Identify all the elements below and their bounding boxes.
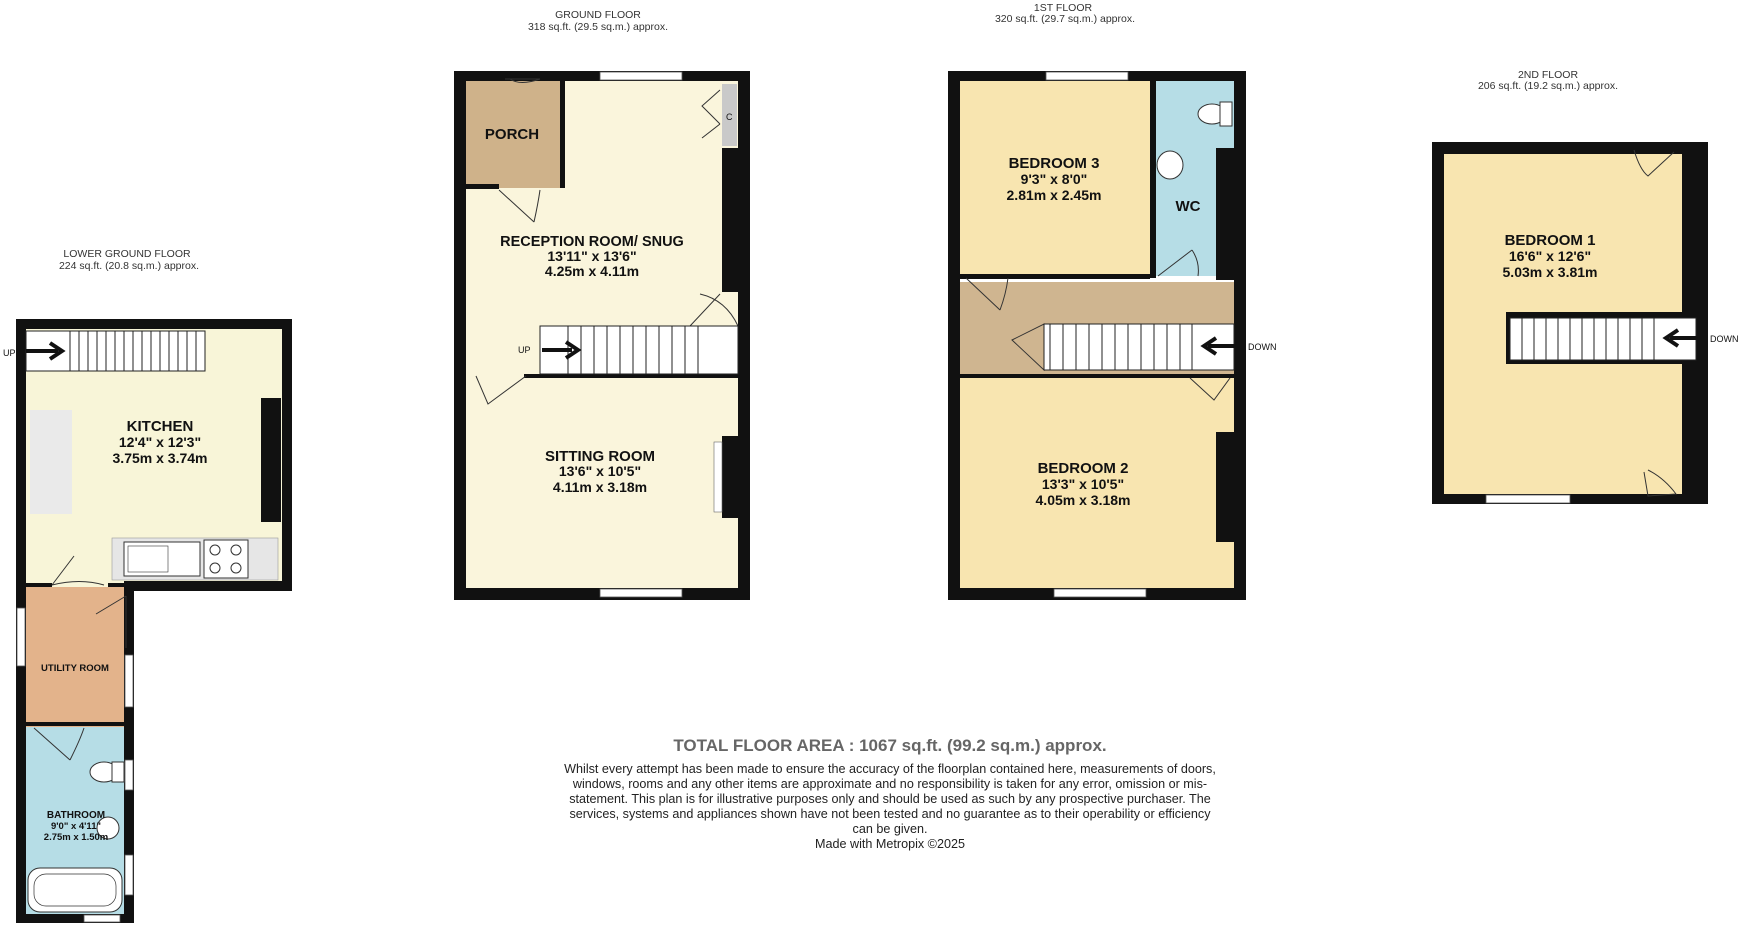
wall <box>463 184 499 189</box>
window <box>17 608 25 666</box>
bathroom-metric: 2.75m x 1.50m <box>43 832 109 843</box>
bedroom3-metric: 2.81m x 2.45m <box>1006 187 1102 203</box>
bedroom2-name: BEDROOM 2 <box>1037 460 1129 477</box>
second-floor <box>1432 69 1739 504</box>
chimney-breast <box>722 436 738 518</box>
reception-name: RECEPTION ROOM/ SNUG <box>500 234 684 250</box>
chimney-breast <box>722 148 738 292</box>
kitchen-imperial: 12'4" x 12'3" <box>118 434 202 450</box>
kitchen-name: KITCHEN <box>126 418 194 435</box>
wall <box>454 71 466 600</box>
bedroom3-imperial: 9'3" x 8'0" <box>1020 171 1088 187</box>
window <box>1054 589 1146 597</box>
wall <box>24 583 52 587</box>
sitting-metric: 4.11m x 3.18m <box>552 479 648 495</box>
porch-name: PORCH <box>484 126 540 143</box>
stairs-down-label: DOWN <box>1248 342 1277 352</box>
bedroom1-name: BEDROOM 1 <box>1504 232 1596 249</box>
basin-icon <box>1157 151 1183 179</box>
chimney-breast <box>261 398 281 522</box>
wall <box>132 581 292 591</box>
window <box>125 655 133 707</box>
ground-floor-area: 318 sq.ft. (29.5 sq.m.) approx. <box>527 21 669 33</box>
cupboard-label: C <box>726 112 733 122</box>
total-floor-area: TOTAL FLOOR AREA : 1067 sq.ft. (99.2 sq.m.) approx. <box>673 736 1107 755</box>
wc-name: WC <box>1175 198 1201 215</box>
lower-floor-area: 224 sq.ft. (20.8 sq.m.) approx. <box>58 260 200 272</box>
bathroom-name: BATHROOM <box>46 810 106 821</box>
second-floor-area: 206 sq.ft. (19.2 sq.m.) approx. <box>1477 80 1619 92</box>
wall <box>958 274 1150 279</box>
wall <box>1216 148 1234 280</box>
second-floor-name: 2ND FLOOR <box>1517 69 1579 81</box>
wall <box>24 722 128 726</box>
window <box>1046 72 1128 80</box>
bedroom2-imperial: 13'3" x 10'5" <box>1041 476 1125 492</box>
reception-imperial: 13'11" x 13'6" <box>547 248 637 264</box>
utility-room-area <box>24 587 128 727</box>
sitting-name: SITTING ROOM <box>545 448 655 465</box>
wall <box>1234 71 1246 600</box>
wall <box>16 319 292 329</box>
wall <box>524 374 738 378</box>
chimney-breast <box>1216 432 1234 542</box>
stairs-down-label: DOWN <box>1710 334 1739 344</box>
wall <box>1682 154 1696 312</box>
sink-icon <box>124 542 200 576</box>
first-floor <box>948 2 1277 600</box>
wall <box>1682 364 1696 494</box>
wall <box>1150 78 1156 278</box>
first-floor-area: 320 sq.ft. (29.7 sq.m.) approx. <box>994 13 1136 25</box>
wall <box>108 583 128 587</box>
utility-name: UTILITY ROOM <box>41 663 109 674</box>
window <box>125 855 133 895</box>
sitting-imperial: 13'6" x 10'5" <box>558 463 642 479</box>
first-floor-name: 1ST FLOOR <box>1033 2 1093 14</box>
hob-icon <box>204 540 248 578</box>
window <box>125 760 133 790</box>
footer <box>560 736 1220 852</box>
worktop <box>30 410 72 514</box>
wall <box>282 319 292 591</box>
credit: Made with Metropix ©2025 <box>815 837 965 851</box>
wall <box>1432 142 1444 504</box>
stairs-up-label: UP <box>518 345 531 355</box>
window <box>1486 495 1570 503</box>
wall <box>1432 142 1708 154</box>
toilet-cistern <box>112 762 124 782</box>
wall <box>738 71 750 600</box>
wall <box>1696 142 1708 504</box>
disclaimer: Whilst every attempt has been made to ensure the accuracy of the floorplan contained here, measurements of doors, windows, rooms and any other items are approximate and no responsibility is taken for any error, omission or mis-statement. This plan is for illustrative purposes only and should be used as such by any prospective purchaser. The services, systems and appliances shown have not been tested and no guarantee as to their operability or efficiency can be given. <box>564 762 1216 836</box>
bedroom1-metric: 5.03m x 3.81m <box>1502 264 1598 280</box>
toilet-cistern <box>1220 102 1232 126</box>
wall <box>958 374 1234 378</box>
bedroom1-imperial: 16'6" x 12'6" <box>1508 248 1592 264</box>
fireplace <box>714 442 722 512</box>
window <box>600 72 682 80</box>
ground-floor-name: GROUND FLOOR <box>555 9 641 21</box>
ground-floor <box>454 9 750 600</box>
wall <box>560 78 565 188</box>
window <box>84 915 120 922</box>
lower-floor-name: LOWER GROUND FLOOR <box>63 248 191 260</box>
stairs-up-label: UP <box>3 348 16 358</box>
lower-ground-floor <box>3 248 292 923</box>
bedroom2-metric: 4.05m x 3.18m <box>1035 492 1131 508</box>
bathroom-imperial: 9'0" x 4'11" <box>51 821 101 832</box>
window <box>600 589 682 597</box>
wall <box>948 71 960 600</box>
reception-metric: 4.25m x 4.11m <box>544 263 640 279</box>
bedroom3-name: BEDROOM 3 <box>1008 155 1100 172</box>
kitchen-metric: 3.75m x 3.74m <box>112 450 208 466</box>
